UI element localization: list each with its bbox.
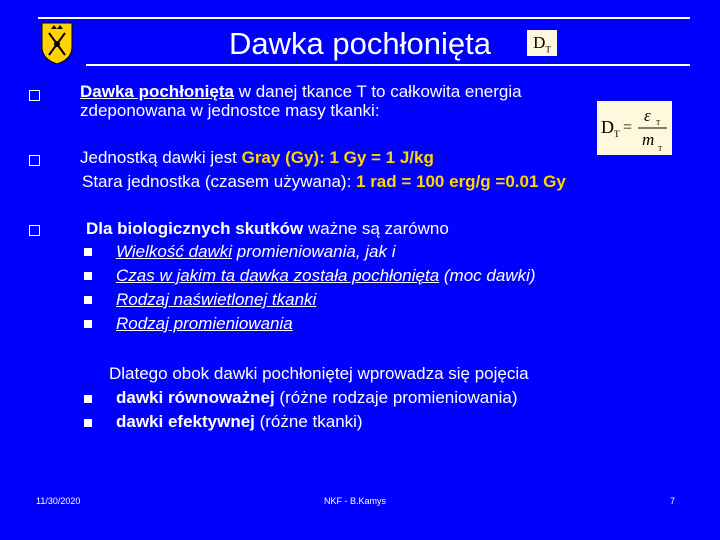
closing-item-1-term: dawki równoważnej bbox=[116, 388, 275, 407]
title-formula-image bbox=[527, 30, 557, 56]
closing-item-1-rest: (różne rodzaje promieniowania) bbox=[274, 388, 518, 407]
bullet-1-term: Dawka pochłonięta bbox=[80, 82, 234, 101]
formula-den: m bbox=[642, 130, 655, 149]
header-top-rule bbox=[38, 17, 690, 19]
subitem-1-underlined: Wielkość dawki bbox=[116, 242, 233, 261]
title-formula-base: D bbox=[533, 33, 546, 52]
bullet-3-subitem-1 bbox=[116, 240, 396, 263]
bullet-2-line-2 bbox=[82, 170, 566, 193]
formula-den-sub: T bbox=[658, 145, 663, 153]
filled-square-icon bbox=[84, 419, 92, 427]
subitem-4-underlined: Rodzaj promieniowania bbox=[116, 314, 293, 333]
formula-num: ε bbox=[644, 106, 651, 125]
bullet-3-subitem-3 bbox=[116, 288, 316, 311]
closing-intro: Dlatego obok dawki pochłoniętej wprowadza się pojęcia bbox=[109, 364, 529, 383]
formula-eq: = bbox=[623, 119, 633, 136]
subitem-2-underlined: Czas w jakim ta dawka została pochłonięta bbox=[116, 266, 440, 285]
bullet-2-line-2-gold: 1 rad = 100 erg/g =0.01 Gy bbox=[356, 172, 566, 191]
page-title bbox=[0, 24, 720, 64]
subitem-2-rest: (moc dawki) bbox=[439, 266, 536, 285]
bullet-1-rest: w danej tkance T to całkowita energia bbox=[233, 82, 522, 101]
footer-page-number: 7 bbox=[670, 496, 676, 506]
closing-item-2 bbox=[116, 410, 363, 433]
formula-lhs-sub: T bbox=[614, 129, 620, 139]
subitem-1-rest: promieniowania, jak i bbox=[232, 242, 396, 261]
filled-square-icon bbox=[84, 272, 92, 280]
closing-item-2-rest: (różne tkanki) bbox=[254, 412, 363, 431]
closing-item-2-term: dawki efektywnej bbox=[116, 412, 255, 431]
formula-num-sub: T bbox=[656, 119, 661, 127]
hollow-square-icon bbox=[29, 90, 40, 101]
hollow-square-icon bbox=[29, 225, 40, 236]
bullet-3-rest: ważne są zarówno bbox=[303, 219, 449, 238]
hollow-square-icon bbox=[29, 155, 40, 166]
filled-square-icon bbox=[84, 296, 92, 304]
page-title-text: Dawka pochłonięta bbox=[229, 26, 491, 61]
header-bottom-rule bbox=[86, 64, 690, 66]
bullet-2-line-2-plain: Stara jednostka (czasem używana): bbox=[82, 172, 357, 191]
dose-formula bbox=[597, 101, 672, 155]
bullet-3-subitem-2 bbox=[116, 264, 536, 287]
bullet-1-line-2: zdeponowana w jednostce masy tkanki: bbox=[80, 101, 380, 120]
filled-square-icon bbox=[84, 395, 92, 403]
bullet-2-line-1 bbox=[80, 146, 434, 169]
bullet-2-gold: Gray (Gy): 1 Gy = 1 J/kg bbox=[241, 148, 434, 167]
footer-date: 11/30/2020 bbox=[36, 496, 81, 506]
bullet-3-line-1 bbox=[86, 217, 449, 240]
filled-square-icon bbox=[84, 320, 92, 328]
footer-author: NKF - B.Kamys bbox=[324, 496, 387, 506]
bullet-3-subitem-4 bbox=[116, 312, 293, 335]
closing-item-1 bbox=[116, 386, 518, 409]
formula-lhs: D bbox=[601, 117, 614, 137]
title-formula-sub: T bbox=[545, 44, 551, 55]
bullet-2-plain: Jednostką dawki jest bbox=[80, 148, 242, 167]
bullet-3-term: Dla biologicznych skutków bbox=[86, 219, 304, 238]
subitem-3-underlined: Rodzaj naświetlonej tkanki bbox=[116, 290, 317, 309]
filled-square-icon bbox=[84, 248, 92, 256]
